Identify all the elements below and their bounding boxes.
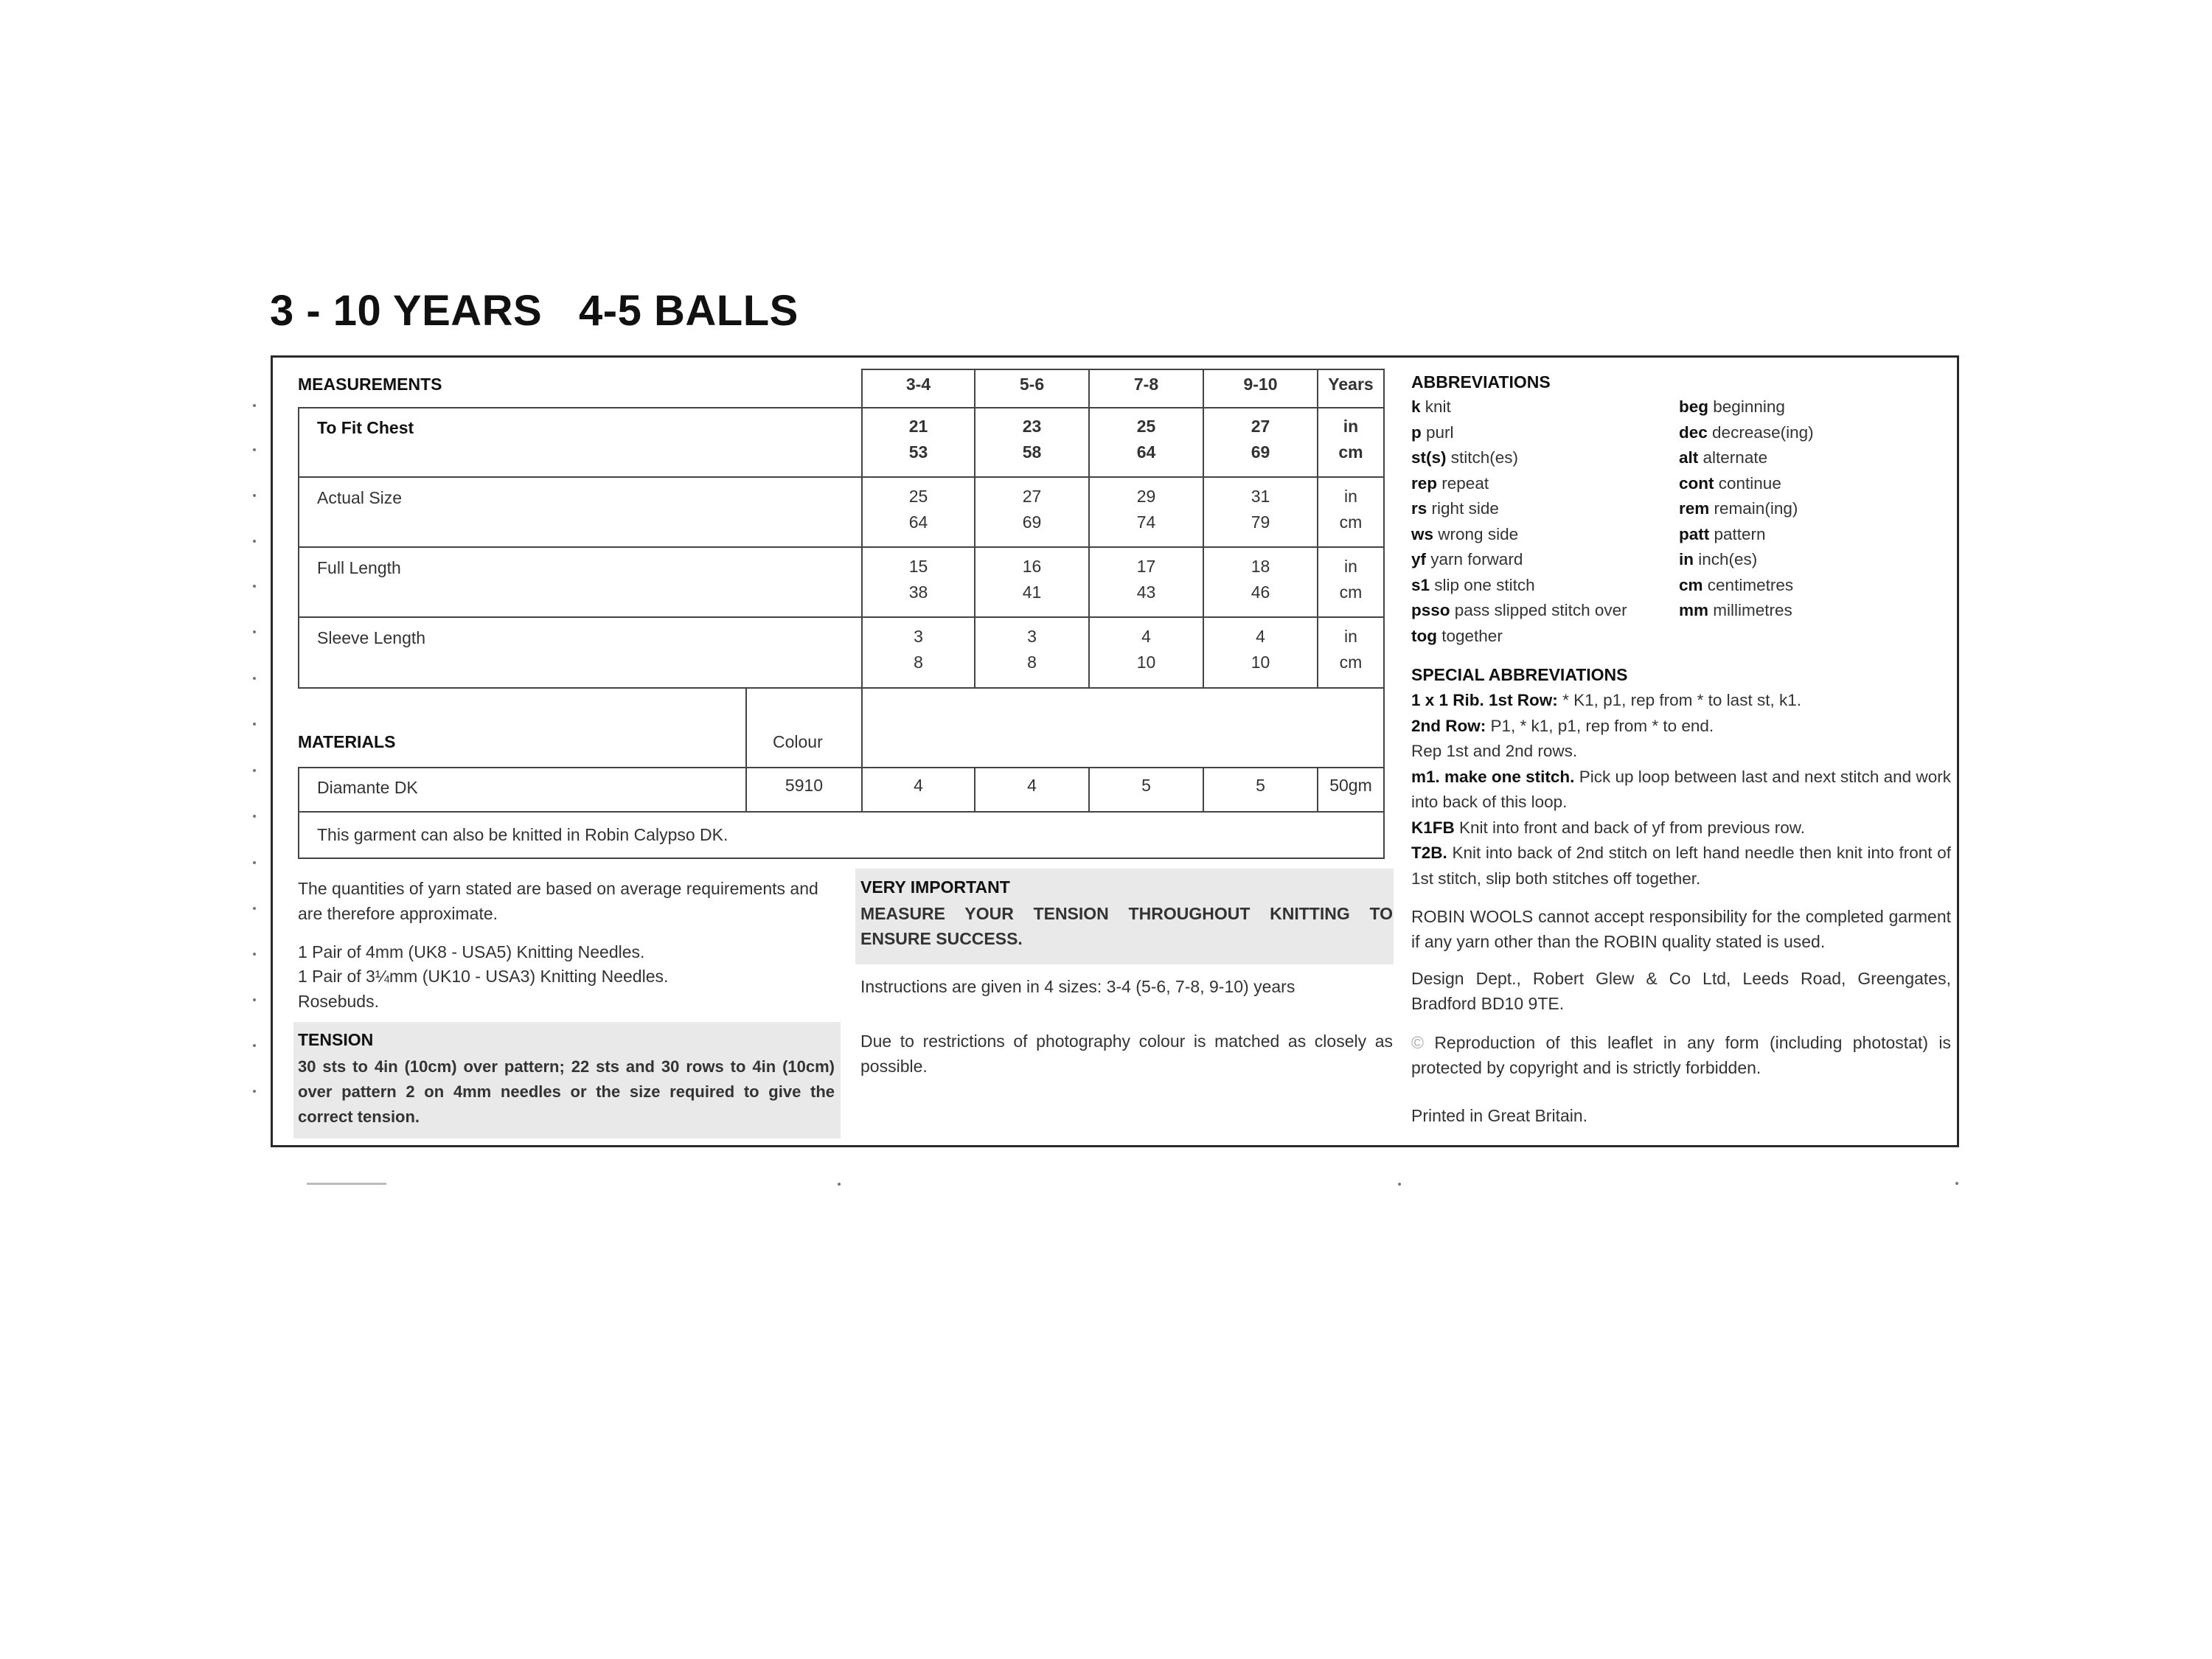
- abbreviation-item: yf yarn forward: [1411, 550, 1523, 568]
- abbreviation-item: ws wrong side: [1411, 524, 1519, 543]
- abbreviation-item: psso pass slipped stitch over: [1411, 601, 1627, 619]
- table-cell: 15 38: [908, 557, 928, 602]
- abbreviation-item: p purl: [1411, 422, 1454, 442]
- abbreviation-item: st(s) stitch(es): [1411, 448, 1519, 467]
- needles-item: 1 Pair of 4mm (UK8 - USA5) Knitting Needles.: [298, 942, 645, 961]
- table-cell: 4 10: [1251, 627, 1270, 672]
- abbreviation-item: rs right side: [1411, 499, 1499, 518]
- unit-cell: in cm: [1339, 557, 1363, 602]
- unit-header: Years: [1328, 375, 1374, 394]
- abbreviations-list-1: [1411, 394, 1627, 649]
- abbreviation-item: cm centimetres: [1679, 575, 1794, 594]
- colour-note: Due to restrictions of photography colour is matched as closely as possible.: [860, 1032, 1393, 1076]
- copyright-icon: ©: [1411, 1033, 1424, 1052]
- table-cell: 23 58: [1022, 417, 1042, 462]
- measurements-title: MEASUREMENTS: [298, 375, 442, 394]
- alt-yarn-note: This garment can also be knitted in Robin Calypso DK.: [317, 825, 728, 844]
- colour-code: 5910: [785, 776, 824, 795]
- materials-title: MATERIALS: [298, 732, 396, 751]
- special-item: m1. make one stitch. Pick up loop between last and next stitch and work into back of this loop.: [1411, 767, 1951, 811]
- abbreviation-item: mm millimetres: [1679, 601, 1792, 619]
- special-item: 2nd Row: P1, * k1, p1, rep from * to end.: [1411, 716, 1714, 735]
- abbreviation-item: cont continue: [1679, 473, 1781, 493]
- ball-count: 4: [1027, 776, 1037, 795]
- abbreviation-item: rep repeat: [1411, 473, 1489, 493]
- needles-item: 1 Pair of 3¼mm (UK10 - USA3) Knitting Needles.: [298, 967, 669, 986]
- size-header: 5-6: [1019, 375, 1045, 394]
- row-label: Actual Size: [317, 488, 403, 507]
- abbreviations-title: ABBREVIATIONS: [1411, 372, 1551, 392]
- yarn-name: Diamante DK: [317, 778, 418, 797]
- table-cell: 25 64: [1136, 417, 1156, 462]
- abbreviations-list-2: [1679, 394, 1814, 624]
- ball-count: 5: [1141, 776, 1151, 795]
- abbreviation-item: tog together: [1411, 626, 1503, 645]
- row-label: Full Length: [317, 558, 401, 577]
- table-cell: 17 43: [1136, 557, 1156, 602]
- table-cell: 16 41: [1022, 557, 1042, 602]
- table-cell: 27 69: [1022, 487, 1042, 532]
- tension-text: 30 sts to 4in (10cm) over pattern; 22 sts and 30 rows to 4in (10cm) over pattern 2 on 4mm needles or the size required to give the correct tension.: [298, 1057, 835, 1126]
- table-cell: 29 74: [1136, 487, 1156, 532]
- printed-note: Printed in Great Britain.: [1411, 1106, 1588, 1125]
- colour-header: Colour: [773, 732, 823, 751]
- size-header: 3-4: [905, 375, 931, 394]
- tension-title: TENSION: [298, 1030, 374, 1049]
- quantities-note: The quantities of yarn stated are based on average requirements and: [298, 879, 818, 898]
- special-title: SPECIAL ABBREVIATIONS: [1411, 665, 1628, 684]
- size-header: 7-8: [1133, 375, 1159, 394]
- special-item: T2B. Knit into back of 2nd stitch on left hand needle then knit into front of 1st stitch, slip both stitches off together.: [1411, 844, 1951, 888]
- ball-unit: 50gm: [1329, 776, 1372, 795]
- row-label: To Fit Chest: [317, 418, 414, 437]
- ball-count: 5: [1256, 776, 1265, 795]
- unit-cell: in cm: [1339, 487, 1363, 532]
- address-note: Design Dept., Robert Glew & Co Ltd, Leeds Road, Greengates, Bradford BD10 9TE.: [1411, 969, 1951, 1013]
- table-cell: 4 10: [1136, 627, 1156, 672]
- special-item: 1 x 1 Rib. 1st Row: * K1, p1, rep from * to last st, k1.: [1411, 691, 1801, 709]
- important-text: MEASURE YOUR TENSION THROUGHOUT KNITTING TO ENSURE SUCCESS.: [860, 904, 1393, 948]
- special-list: [1411, 688, 1951, 891]
- unit-cell: in cm: [1338, 417, 1363, 462]
- abbreviation-item: in inch(es): [1679, 550, 1758, 568]
- abbreviation-item: dec decrease(ing): [1679, 422, 1814, 442]
- row-label: Sleeve Length: [317, 628, 426, 647]
- unit-cell: in cm: [1339, 627, 1363, 672]
- abbreviation-item: k knit: [1411, 397, 1451, 416]
- table-cell: 21 53: [908, 417, 928, 462]
- special-item: Rep 1st and 2nd rows.: [1411, 742, 1578, 760]
- table-cell: 18 46: [1251, 557, 1270, 602]
- abbreviation-item: rem remain(ing): [1679, 499, 1798, 518]
- rosebuds-item: Rosebuds.: [298, 992, 379, 1011]
- quantities-note: are therefore approximate.: [298, 904, 498, 923]
- responsibility-note: ROBIN WOOLS cannot accept responsibility for the completed garment if any yarn other than the ROBIN quality stated is used.: [1411, 907, 1951, 951]
- table-cell: 3 8: [1027, 627, 1037, 672]
- abbreviation-item: s1 slip one stitch: [1411, 575, 1535, 594]
- ball-count: 4: [914, 776, 923, 795]
- table-cell: 27 69: [1251, 417, 1270, 462]
- copyright-note: © Reproduction of this leaflet in any form (including photostat) is protected by copyright and is strictly forbidden.: [1411, 1033, 1951, 1077]
- important-title: VERY IMPORTANT: [860, 877, 1010, 897]
- table-cell: 31 79: [1251, 487, 1270, 532]
- special-item: K1FB Knit into front and back of yf from previous row.: [1411, 818, 1806, 837]
- abbreviation-item: beg beginning: [1679, 397, 1785, 416]
- abbreviation-item: alt alternate: [1679, 448, 1768, 467]
- sizes-note: Instructions are given in 4 sizes: 3-4 (5-6, 7-8, 9-10) years: [860, 977, 1295, 996]
- table-cell: 25 64: [908, 487, 928, 532]
- abbreviation-item: patt pattern: [1679, 524, 1766, 543]
- page-heading: 3 - 10 YEARS 4-5 BALLS: [270, 287, 799, 335]
- size-header: 9-10: [1243, 375, 1278, 394]
- table-cell: 3 8: [914, 627, 923, 672]
